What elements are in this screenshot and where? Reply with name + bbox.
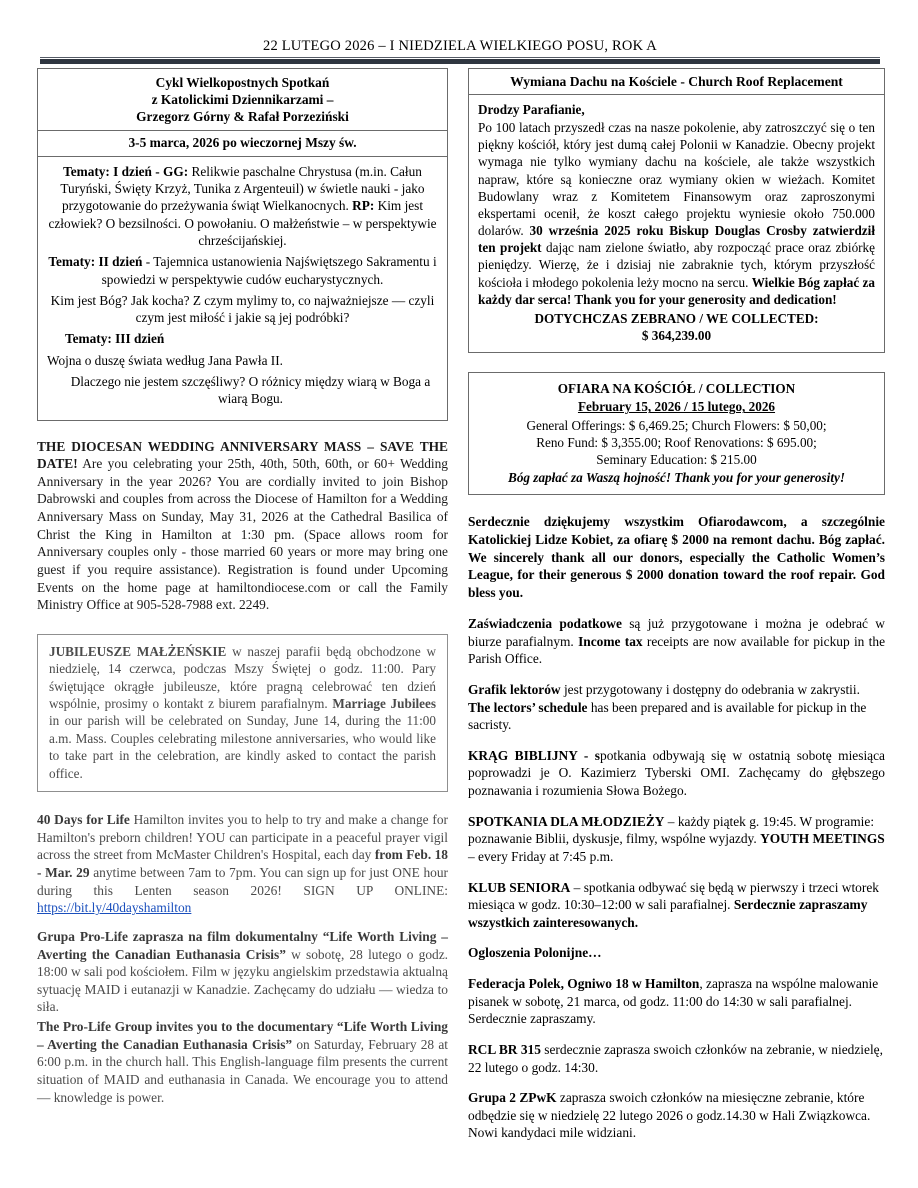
roof-box-title: Wymiana Dachu na Kościele - Church Roof Replacement [469,69,884,95]
zpwk-section [468,1089,885,1142]
right-column [468,68,885,1142]
church-roof-box [468,68,885,353]
seniors-bold-1: KLUB SENIORA [468,879,571,895]
jubilees-body-pl: w naszej parafii będą obchodzone w niedzielę, 14 czerwca, podczas Mszy Świętej o godz. 11:00. Pary świętujące okrągłe jubileusze, które pragną celebrować ten dzień wspólnie, prosimy o kontakt z biurem parafialnym. [49,643,436,712]
federation-bold: Federacja Polek, Ogniwo 18 w Hamilton [468,976,700,992]
rcl-text: serdecznie zaprasza swoich członków na zebranie, w niedzielę, 22 lutego o godz. 14:30. [468,1041,883,1075]
page-header [40,38,880,64]
marriage-jubilees-body [38,635,447,791]
header-rule-thin [40,57,880,58]
seniors-text-1: – spotkania odbywać się będą w pierwszy i trzeci wtorek miesiąca w godz. 10:30–12:00 w sali parafialnej. [468,879,879,913]
bible-circle-text: potkania odbywają się w ostatnią sobotę miesiąca poprowadzi je O. Kazimierz Tyberski OMI. Zachęcamy do głębszego poznawania i rozumienia Słowa Bożego. [468,747,885,799]
roof-salutation: Drodzy Parafianie, [478,102,585,117]
lent-day1 [47,163,438,249]
lectors-text-en: has been prepared and is available for pickup in the sacristy. [468,699,867,733]
lectors-schedule-section [468,681,885,734]
lent-day1-label: Tematy: I dzień - GG: [63,163,189,179]
collection-box-body [469,373,884,494]
collection-line-1: General Offerings: $ 6,469.25; Church Flowers: $ 50,00; [526,417,827,433]
zpwk-text: zaprasza swoich członków na miesięczne zebranie, które odbędzie się w niedzielę 22 lutego 2026 o godz.14.30 w Hali Związkowca. Nowi kandydaci mile widziani. [468,1090,871,1141]
lent-day2-label: Tematy: II dzień [48,254,143,270]
pro-life-pl-bold: Grupa Pro-Life zaprasza na film dokumentalny “Life Worth Living – Averting the Canadian Euthanasia Crisis” [37,928,448,962]
collection-line-3: Seminary Education: $ 215.00 [596,452,757,468]
roof-body-1: Po 100 latach przyszedł czas na nasze pokolenie, aby zatroszczyć się o ten piękny kościół, który jest dumą całej Polonii w Kanadzie. Obecny projekt wymaga nie tylko wymiany dachu na kościele, ale także wszystkich napraw, które są konieczne oraz wymiany okien w wieżach. Komitet Budowlany wraz z Komitetem Finansowym oraz zaproszonymi ekspertami ocenił, że koszt całego projektu wyniesie około 750.000 dolarów. [478,120,875,239]
jubilees-heading-en: Marriage Jubilees [332,696,436,712]
collection-box [468,372,885,495]
collection-line-2: Reno Fund: $ 3,355.00; Roof Renovations: $ 695.00; [536,435,817,451]
left-column [37,68,448,1106]
anniversary-body: Are you celebrating your 25th, 40th, 50th, 60th, or 60+ Wedding Anniversary in the year 2026? You are cordially invited to join Bishop Dabrowski and couples from across the Diocese of Hamilton for a Wedding Anniversary Mass on Sunday, May 31, 2026 at the Cathedral Basilica of Christ the King in Hamilton at 1:30 pm. (Space allows room for Anniversary couples only - those married 60 years or more may bring one guest if you require assistance). Registration is found under Upcoming Events on the home page at hamiltondiocese.com or call the Family Ministry Office at 905-528-7988 ext. 2249. [37,456,448,613]
roof-box-body [469,95,884,352]
youth-bold-en: YOUTH MEETINGS [760,831,885,847]
lent-meetings-subtitle: 3-5 marca, 2026 po wieczornej Mszy św. [38,130,447,155]
forty-days-heading: 40 Days for Life [37,812,130,828]
lent-title-line-2: z Katolickimi Dziennikarzami – [151,92,334,108]
donors-thanks-section: Serdecznie dziękujemy wszystkim Ofiarodawcom, a szczególnie Katolickiej Lidze Kobiet, za ofiarę $ 2000 na remont dachu. Bóg zapłać. We sincerely thank all our donors, especially the Catholic Women’s League, for their generous $ 2000 donation toward the roof repair. God bless you. [468,513,885,601]
lectors-bold-pl: Grafik lektorów [468,681,561,697]
pro-life-en-bold: The Pro-Life Group invites you to the documentary “Life Worth Living – Averting the Canadian Euthanasia Crisis” [37,1019,448,1052]
lent-meetings-box [37,68,448,421]
jubilees-heading-pl: JUBILEUSZE MAŁŻEŃSKIE [49,643,227,659]
lent-day2-questions: Kim jest Bóg? Jak kocha? Z czym mylimy to, co najważniejsze — czyli czym jest miłość i jakie są jej podróbki? [50,292,435,326]
polonia-announcements-heading: Ogloszenia Polonijne… [468,945,602,961]
youth-text-pl: – każdy piątek g. 19:45. W programie: poznawanie Biblii, dyskusje, filmy, wspólne wyjazdy. [468,813,875,847]
roof-body-2: dając nam zielone światło, aby rozpocząć prace oraz zbiórkę pieniędzy. Wierzę, że i dzisiaj nie zabraknie tych, którym przyszłość kościoła i młodego pokolenia leży mocno na sercu. [478,240,876,290]
tax-receipts-bold-pl: Zaświadczenia podatkowe [468,616,622,632]
lent-day1-text: Relikwie paschalne Chrystusa (m.in. Całun Turyński, Święty Krzyż, Tunika z Argenteuil) w świetle nauki - jako przygotowanie do przeżywania świąt Wielkanocnych. [60,163,425,214]
federation-text: , zaprasza na wspólne malowanie pisanek w sobotę, 21 marca, od godz. 11:00 do 14:30 w sali parafialnej. Serdecznie zapraszamy. [468,976,879,1027]
header-rule-thick [40,59,880,64]
lent-meetings-title [38,69,447,130]
roof-collected-label: DOTYCHCZAS ZEBRANO / WE COLLECTED: [534,310,819,326]
seniors-club-section [468,879,885,932]
lent-day1-rp-label: RP: [352,198,375,214]
lent-day2 [47,253,438,288]
lent-day2-text: - Tajemnica ustanowienia Najświętszego Sakramentu i spowiedzi w perspektywie cudów eucharystycznych. [101,254,437,287]
rcl-bold: RCL BR 315 [468,1041,541,1057]
forty-days-body-1: Hamilton invites you to help to try and make a change for Hamilton's preborn children! YOU can participate in a peaceful prayer vigil across the street from McMaster Children's Hospital, each day [37,812,448,863]
tax-receipts-text-pl: są już przygotowane i można je odebrać w biurze parafialnym. [468,616,885,649]
zpwk-bold: Grupa 2 ZPwK [468,1090,557,1106]
tax-receipts-text-en: receipts are now available for pickup in the Parish Office. [468,633,886,667]
collection-date: February 15, 2026 / 15 lutego, 2026 [577,399,776,415]
lent-day1-rp-text: Kim jest człowiek? O bezsilności. O powołaniu. O małżeństwie – w perspektywie chrześcijańskiej. [48,198,437,249]
lent-day3-label: Tematy: III dzień [65,331,165,347]
lectors-bold-en: The lectors’ schedule [468,699,588,715]
lent-title-line-3: Grzegorz Górny & Rafał Porzeziński [136,109,349,125]
lent-meetings-body [38,156,447,420]
collection-title: OFIARA NA KOŚCIÓŁ / COLLECTION [557,381,796,397]
bible-circle-section [468,747,885,800]
pro-life-english-section [37,1018,448,1106]
roof-bold-2: Wielkie Bóg zapłać za każdy dar serca! Thank you for your generosity and dedication! [478,274,875,307]
pro-life-en-text: on Saturday, February 28 at 6:00 p.m. in the church hall. This English-language film presents the current situation of MAID and euthanasia in Canada. We encourage you to attend — knowledge is power. [37,1036,448,1105]
youth-bold-pl: SPOTKANIA DLA MŁODZIEŻY [468,813,665,829]
lent-day3-line-2: Dlaczego nie jestem szczęśliwy? O różnicy między wiarą w Boga a wiarą Bogu. [70,373,431,407]
lent-day3-line-1: Wojna o duszę świata według Jana Pawła II. [47,352,283,368]
forty-days-signup-link[interactable]: https://bit.ly/40dayshamilton [37,900,192,916]
marriage-jubilees-box [37,634,448,792]
lectors-text-pl: jest przygotowany i dostępny do odebrania w zakrystii. [560,681,860,697]
youth-meetings-section [468,813,885,866]
jubilees-body-en: in our parish will be celebrated on Sunday, June 14, during the 11:00 a.m. Mass. Couples celebrating milestone anniversaries, who would like to take part in the celebration, are kindly asked to contact the parish office. [49,713,436,781]
pro-life-polish-section [37,928,448,1016]
federation-section [468,975,885,1028]
forty-days-body-2: anytime between 7am to 7pm. You can sign up for just ONE hour during this Lenten season 2026! SIGN UP ONLINE: [37,865,448,898]
youth-text-en: – every Friday at 7:45 p.m. [468,848,614,864]
tax-receipts-bold-en: Income tax [578,633,643,649]
seniors-bold-2: Serdecznie zapraszamy wszystkich zainteresowanych. [468,897,868,930]
bible-circle-bold: KRĄG BIBLIJNY - s [468,747,601,763]
anniversary-section [37,438,448,614]
anniversary-heading: THE DIOCESAN WEDDING ANNIVERSARY MASS – SAVE THE DATE! [37,438,448,472]
forty-days-section [37,811,448,917]
rcl-section [468,1041,885,1076]
forty-days-dates: from Feb. 18 - Mar. 29 [37,847,448,881]
collection-thanks: Bóg zapłać za Waszą hojność! Thank you for your generosity! [508,469,845,485]
pro-life-pl-text: w sobotę, 28 lutego o godz. 18:00 w sali pod kościołem. Film w języku angielskim przedstawia aktualną sytuację MAID i eutanazji w Kanadzie. Zachęcamy do udziału — wiedza to siła. [37,946,448,1015]
lent-title-line-1: Cykl Wielkopostnych Spotkań [155,75,330,90]
page-title: 22 LUTEGO 2026 – I NIEDZIELA WIELKIEGO POSU, ROK A [263,38,657,54]
roof-paragraph [478,119,875,308]
tax-receipts-section [468,615,885,668]
roof-bold-1: 30 września 2025 roku Biskup Douglas Crosby zatwierdził ten projekt [478,223,875,256]
roof-collected-amount: $ 364,239.00 [641,328,712,344]
